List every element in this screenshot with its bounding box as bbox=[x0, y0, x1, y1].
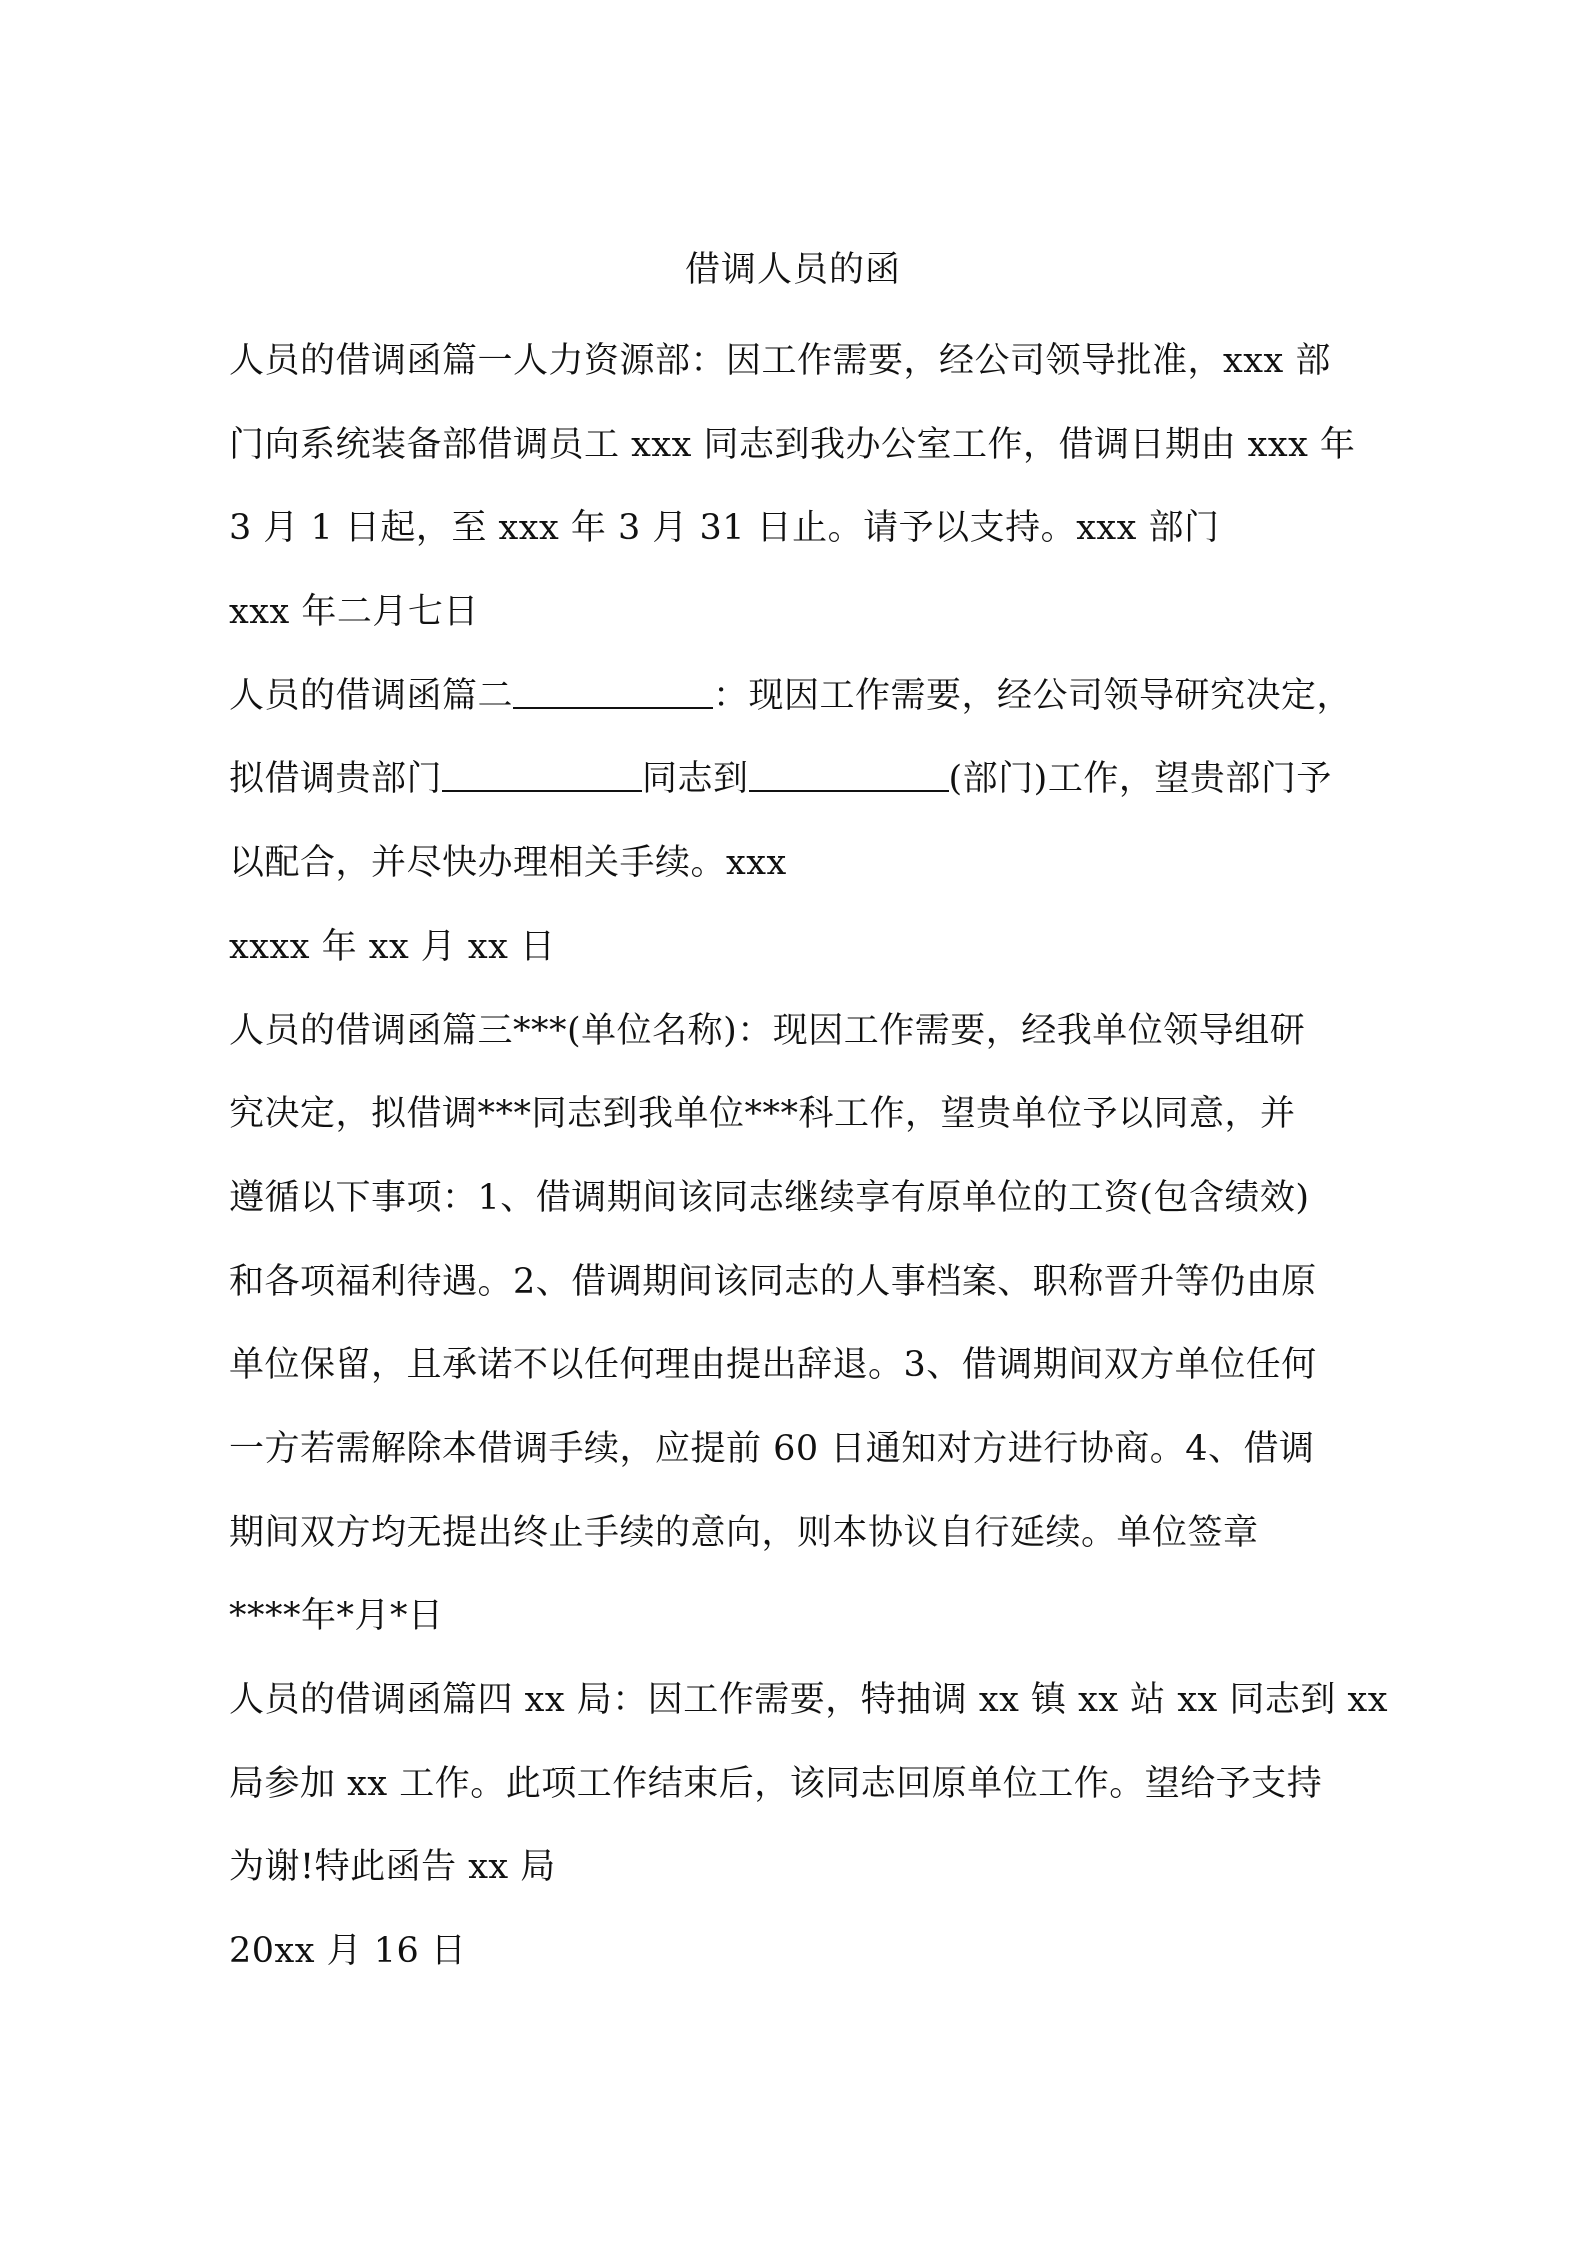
date-line: ****年*月*日 bbox=[229, 1596, 444, 1637]
text-line: 究决定，拟借调***同志到我单位***科工作，望贵单位予以同意，并 bbox=[229, 1094, 1296, 1135]
text-line: 3 月 1 日起，至 xxx 年 3 月 31 日止。请予以支持。xxx 部门 bbox=[229, 508, 1220, 549]
text-line: 以配合，并尽快办理相关手续。xxx bbox=[229, 843, 787, 884]
document-title: 借调人员的函 bbox=[684, 250, 901, 290]
text-line-with-blanks bbox=[229, 738, 1379, 822]
text-segment: 拟借调贵部门 bbox=[229, 759, 443, 800]
date-line: xxx 年二月七日 bbox=[229, 592, 479, 633]
text-line: 和各项福利待遇。2、借调期间该同志的人事档案、职称晋升等仍由原 bbox=[229, 1261, 1317, 1302]
text-line: 人员的借调函篇一人力资源部：因工作需要，经公司领导批准，xxx 部 bbox=[229, 341, 1331, 381]
text-segment: 人员的借调函篇二 bbox=[229, 675, 514, 716]
text-line-with-blank bbox=[229, 655, 1379, 739]
text-line: 期间双方均无提出终止手续的意向，则本协议自行延续。单位签章 bbox=[229, 1512, 1259, 1553]
text-line: 局参加 xx 工作。此项工作结束后，该同志回原单位工作。望给予支持 bbox=[229, 1763, 1323, 1804]
text-line: 单位保留，且承诺不以任何理由提出辞退。3、借调期间双方单位任何 bbox=[229, 1345, 1317, 1386]
text-line: 人员的借调函篇四 xx 局：因工作需要，特抽调 xx 镇 xx 站 xx 同志到 xx bbox=[229, 1680, 1389, 1720]
text-line: 人员的借调函篇三***(单位名称)：现因工作需要，经我单位领导组研 bbox=[229, 1010, 1306, 1051]
date-line: 20xx 月 16 日 bbox=[229, 1931, 467, 1972]
text-line: 为谢!特此函告 xx 局 bbox=[229, 1847, 556, 1888]
text-segment: 同志到 bbox=[642, 759, 749, 800]
fill-in-blank bbox=[513, 675, 713, 709]
text-segment: (部门)工作，望贵部门予 bbox=[948, 759, 1332, 800]
text-segment: ：现因工作需要，经公司领导研究决定， bbox=[713, 675, 1353, 716]
fill-in-blank bbox=[442, 758, 642, 792]
text-line: 门向系统装备部借调员工 xxx 同志到我办公室工作，借调日期由 xxx 年 bbox=[229, 424, 1356, 465]
text-line: 遵循以下事项：1、借调期间该同志继续享有原单位的工资(包含绩效) bbox=[229, 1177, 1310, 1218]
document-body bbox=[229, 320, 1389, 1994]
date-line: xxxx 年 xx 月 xx 日 bbox=[229, 926, 556, 967]
fill-in-blank bbox=[749, 758, 949, 792]
text-line: 一方若需解除本借调手续，应提前 60 日通知对方进行协商。4、借调 bbox=[229, 1428, 1315, 1469]
